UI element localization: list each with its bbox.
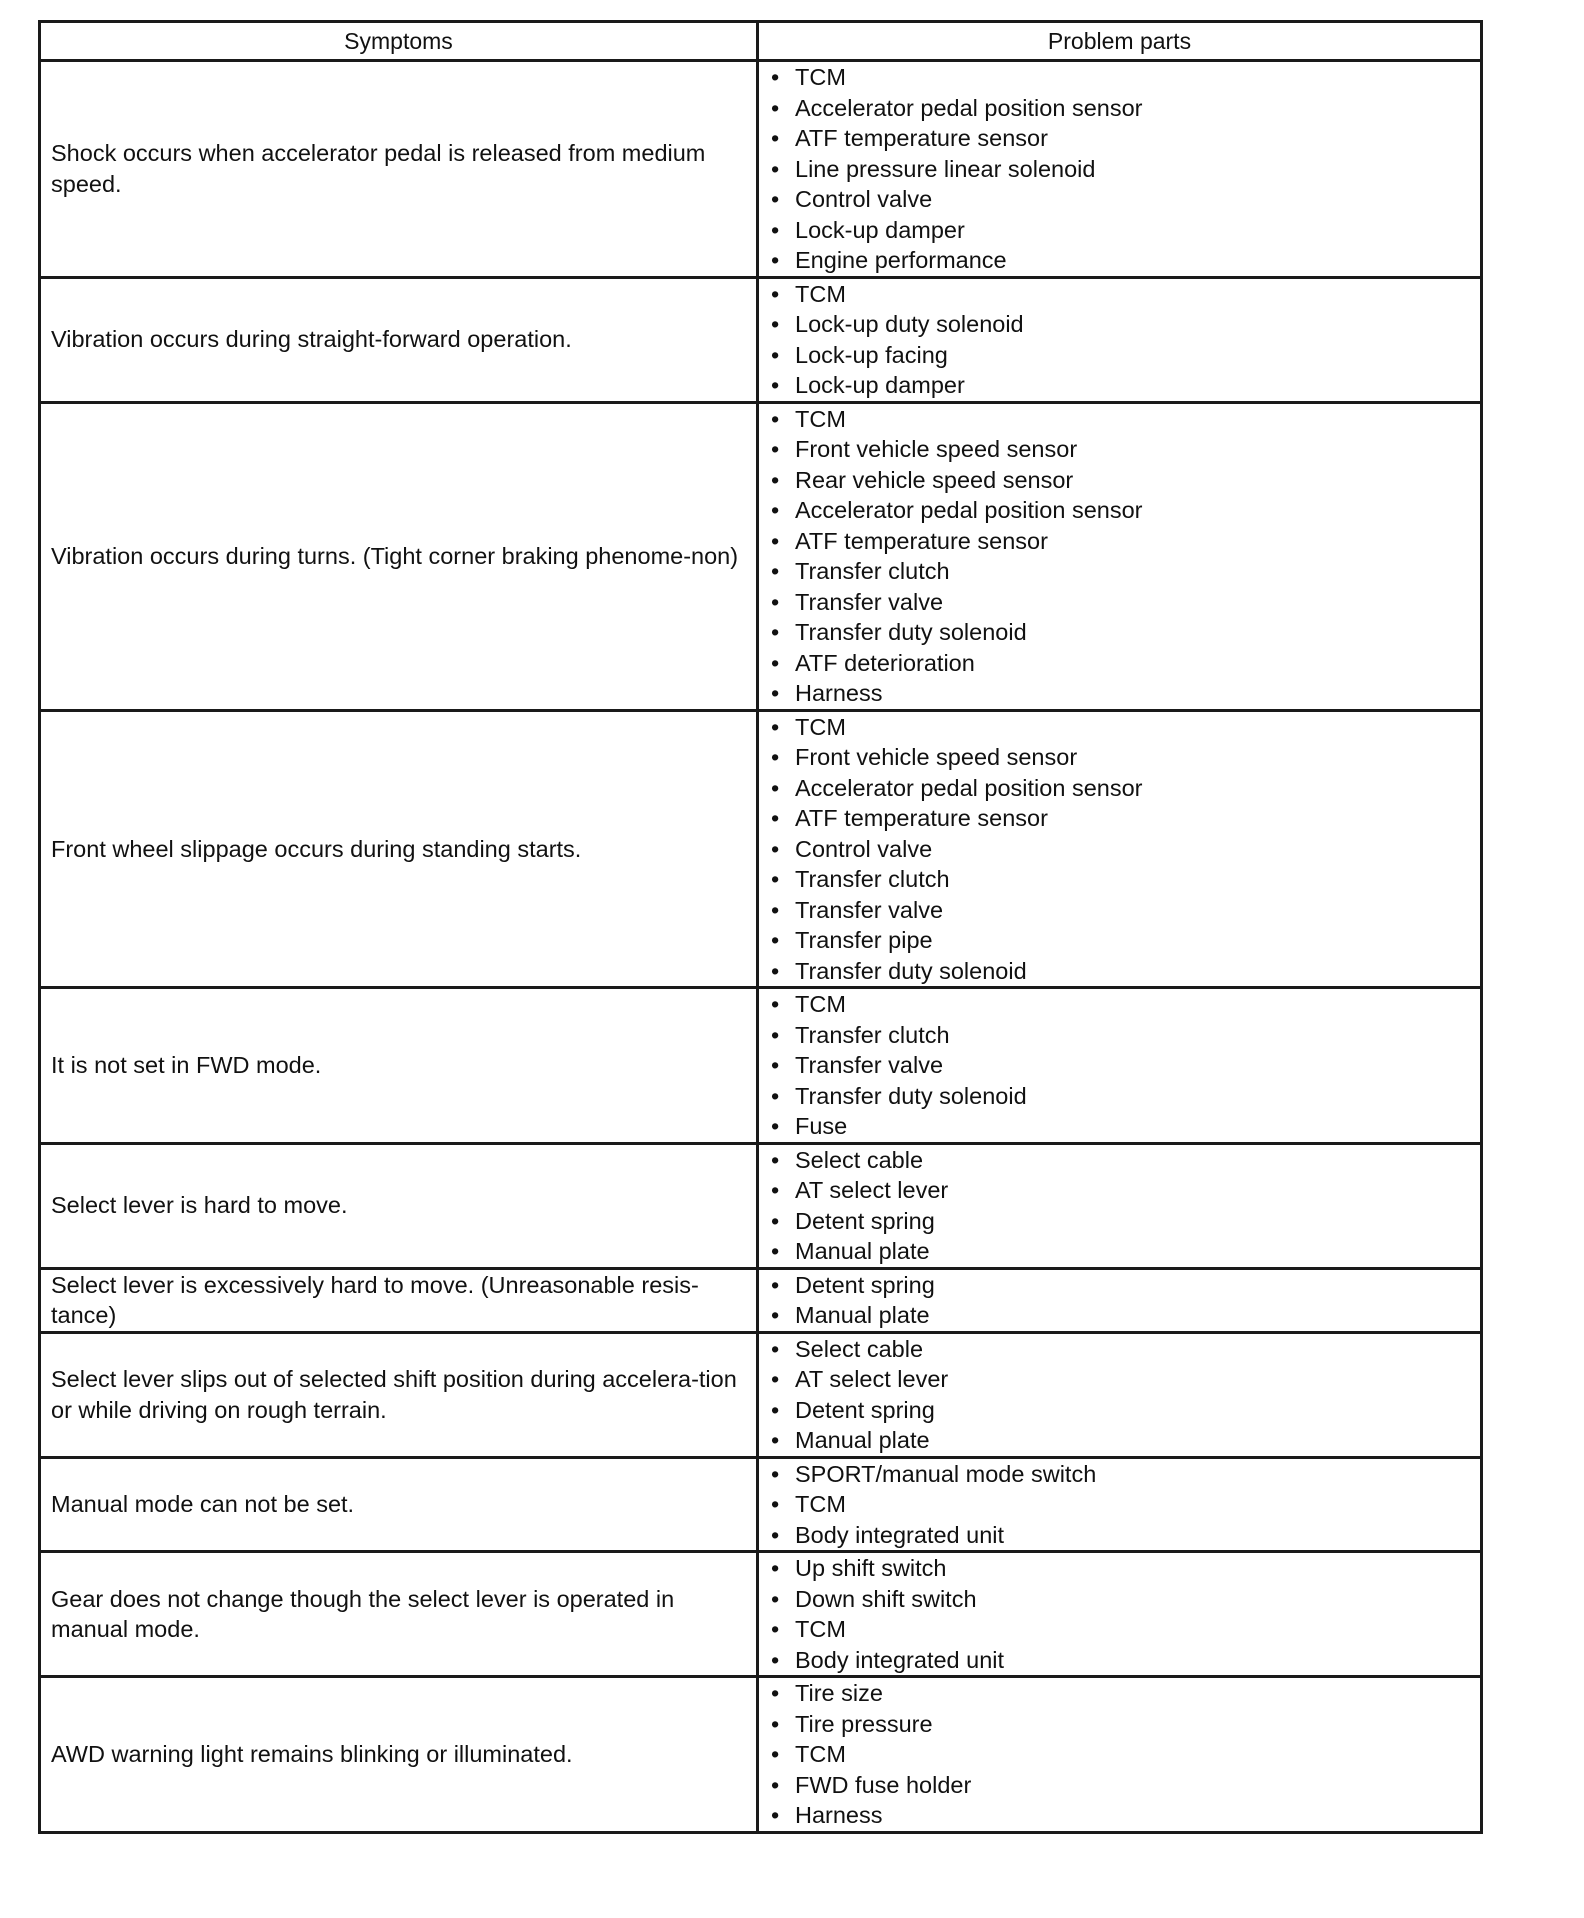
problem-part-item: • Harness bbox=[769, 678, 1472, 709]
problem-part-item: • Transfer duty solenoid bbox=[769, 1081, 1472, 1112]
problem-part-item: • TCM bbox=[769, 62, 1472, 93]
problem-part-item: • Select cable bbox=[769, 1145, 1472, 1176]
symptom-cell: Select lever is hard to move. bbox=[40, 1143, 758, 1268]
problem-part-item: • Tire size bbox=[769, 1678, 1472, 1709]
problem-part-item: • ATF temperature sensor bbox=[769, 123, 1472, 154]
problem-part-item: • TCM bbox=[769, 712, 1472, 743]
problem-part-item: • Front vehicle speed sensor bbox=[769, 742, 1472, 773]
symptom-cell: Select lever slips out of selected shift position during accelera-tion or while driving on rough terrain. bbox=[40, 1332, 758, 1457]
problem-part-item: • ATF temperature sensor bbox=[769, 803, 1472, 834]
symptom-cell: AWD warning light remains blinking or illuminated. bbox=[40, 1677, 758, 1833]
problem-part-item: • TCM bbox=[769, 1614, 1472, 1645]
problem-parts-list bbox=[769, 1270, 1472, 1331]
table-row bbox=[40, 1552, 1482, 1677]
problem-parts-list bbox=[769, 279, 1472, 401]
table-row bbox=[40, 1143, 1482, 1268]
problem-part-item: • Manual plate bbox=[769, 1236, 1472, 1267]
problem-parts-cell bbox=[758, 1268, 1482, 1332]
table-row bbox=[40, 61, 1482, 278]
problem-part-item: • Detent spring bbox=[769, 1270, 1472, 1301]
problem-part-item: • Accelerator pedal position sensor bbox=[769, 773, 1472, 804]
symptom-cell: Front wheel slippage occurs during standing starts. bbox=[40, 710, 758, 988]
problem-part-item: • Line pressure linear solenoid bbox=[769, 154, 1472, 185]
problem-parts-cell bbox=[758, 1143, 1482, 1268]
problem-part-item: • Body integrated unit bbox=[769, 1645, 1472, 1676]
problem-part-item: • ATF deterioration bbox=[769, 648, 1472, 679]
problem-parts-cell bbox=[758, 710, 1482, 988]
problem-part-item: • Transfer pipe bbox=[769, 925, 1472, 956]
table-row bbox=[40, 277, 1482, 402]
table-row bbox=[40, 1457, 1482, 1552]
problem-parts-list bbox=[769, 1678, 1472, 1831]
problem-part-item: • AT select lever bbox=[769, 1175, 1472, 1206]
problem-part-item: • FWD fuse holder bbox=[769, 1770, 1472, 1801]
problem-part-item: • Rear vehicle speed sensor bbox=[769, 465, 1472, 496]
symptom-cell: Gear does not change though the select lever is operated in manual mode. bbox=[40, 1552, 758, 1677]
problem-parts-header: Problem parts bbox=[758, 22, 1482, 61]
problem-part-item: • Control valve bbox=[769, 184, 1472, 215]
problem-part-item: • Front vehicle speed sensor bbox=[769, 434, 1472, 465]
header-row bbox=[40, 22, 1482, 61]
problem-part-item: • Lock-up duty solenoid bbox=[769, 309, 1472, 340]
problem-part-item: • Transfer valve bbox=[769, 587, 1472, 618]
problem-part-item: • TCM bbox=[769, 1489, 1472, 1520]
problem-part-item: • Detent spring bbox=[769, 1395, 1472, 1426]
problem-part-item: • Accelerator pedal position sensor bbox=[769, 93, 1472, 124]
problem-part-item: • TCM bbox=[769, 279, 1472, 310]
table-row bbox=[40, 402, 1482, 710]
table-row bbox=[40, 1268, 1482, 1332]
problem-parts-cell bbox=[758, 402, 1482, 710]
symptom-cell: Shock occurs when accelerator pedal is released from medium speed. bbox=[40, 61, 758, 278]
problem-part-item: • TCM bbox=[769, 989, 1472, 1020]
problem-part-item: • Transfer clutch bbox=[769, 864, 1472, 895]
table-row bbox=[40, 1677, 1482, 1833]
problem-parts-cell bbox=[758, 1677, 1482, 1833]
problem-part-item: • TCM bbox=[769, 404, 1472, 435]
problem-part-item: • Detent spring bbox=[769, 1206, 1472, 1237]
problem-part-item: • Lock-up damper bbox=[769, 370, 1472, 401]
problem-part-item: • Fuse bbox=[769, 1111, 1472, 1142]
problem-part-item: • Transfer duty solenoid bbox=[769, 617, 1472, 648]
problem-part-item: • Transfer valve bbox=[769, 895, 1472, 926]
problem-part-item: • Tire pressure bbox=[769, 1709, 1472, 1740]
problem-part-item: • Body integrated unit bbox=[769, 1520, 1472, 1551]
problem-part-item: • Manual plate bbox=[769, 1425, 1472, 1456]
problem-parts-list bbox=[769, 1459, 1472, 1551]
problem-part-item: • Engine performance bbox=[769, 245, 1472, 276]
table-body bbox=[40, 61, 1482, 1833]
problem-parts-list bbox=[769, 404, 1472, 709]
problem-part-item: • SPORT/manual mode switch bbox=[769, 1459, 1472, 1490]
problem-parts-cell bbox=[758, 988, 1482, 1144]
problem-part-item: • Lock-up facing bbox=[769, 340, 1472, 371]
table-row bbox=[40, 988, 1482, 1144]
symptom-cell: It is not set in FWD mode. bbox=[40, 988, 758, 1144]
table-row bbox=[40, 710, 1482, 988]
problem-part-item: • Manual plate bbox=[769, 1300, 1472, 1331]
problem-part-item: • Harness bbox=[769, 1800, 1472, 1831]
problem-parts-list bbox=[769, 62, 1472, 276]
problem-parts-cell bbox=[758, 61, 1482, 278]
symptom-cell: Select lever is excessively hard to move. (Unreasonable resis-tance) bbox=[40, 1268, 758, 1332]
problem-parts-list bbox=[769, 989, 1472, 1142]
problem-parts-list bbox=[769, 712, 1472, 987]
problem-part-item: • Down shift switch bbox=[769, 1584, 1472, 1615]
problem-parts-cell bbox=[758, 277, 1482, 402]
problem-part-item: • TCM bbox=[769, 1739, 1472, 1770]
problem-parts-list bbox=[769, 1553, 1472, 1675]
diagnosis-document bbox=[38, 20, 1480, 1834]
problem-part-item: • Transfer clutch bbox=[769, 1020, 1472, 1051]
problem-part-item: • Up shift switch bbox=[769, 1553, 1472, 1584]
symptom-cell: Manual mode can not be set. bbox=[40, 1457, 758, 1552]
problem-part-item: • Select cable bbox=[769, 1334, 1472, 1365]
symptom-cell: Vibration occurs during turns. (Tight corner braking phenome-non) bbox=[40, 402, 758, 710]
problem-part-item: • ATF temperature sensor bbox=[769, 526, 1472, 557]
problem-parts-cell bbox=[758, 1457, 1482, 1552]
symptom-cell: Vibration occurs during straight-forward operation. bbox=[40, 277, 758, 402]
problem-part-item: • Control valve bbox=[769, 834, 1472, 865]
table-row bbox=[40, 1332, 1482, 1457]
problem-part-item: • Accelerator pedal position sensor bbox=[769, 495, 1472, 526]
symptoms-header: Symptoms bbox=[40, 22, 758, 61]
problem-part-item: • AT select lever bbox=[769, 1364, 1472, 1395]
problem-part-item: • Lock-up damper bbox=[769, 215, 1472, 246]
problem-parts-list bbox=[769, 1334, 1472, 1456]
problem-parts-list bbox=[769, 1145, 1472, 1267]
problem-part-item: • Transfer clutch bbox=[769, 556, 1472, 587]
symptom-table bbox=[38, 20, 1483, 1834]
problem-part-item: • Transfer duty solenoid bbox=[769, 956, 1472, 987]
problem-parts-cell bbox=[758, 1552, 1482, 1677]
problem-part-item: • Transfer valve bbox=[769, 1050, 1472, 1081]
problem-parts-cell bbox=[758, 1332, 1482, 1457]
